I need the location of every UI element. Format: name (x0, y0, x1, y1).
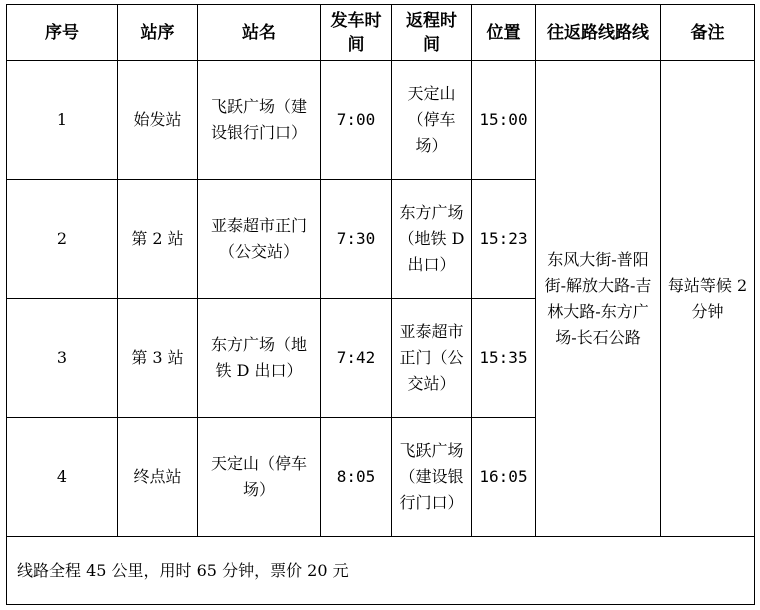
cell-position-time: 16:05 (472, 418, 536, 537)
cell-position-time: 15:23 (472, 180, 536, 299)
cell-return-station: 亚泰超市正门（公交站） (392, 299, 472, 418)
header-return-time: 返程时间 (392, 5, 472, 61)
header-depart-time: 发车时间 (321, 5, 392, 61)
header-station-name: 站名 (198, 5, 321, 61)
footer-row (7, 537, 755, 605)
cell-return-station: 飞跃广场（建设银行门口） (392, 418, 472, 537)
cell-index: 3 (7, 299, 118, 418)
cell-depart-time: 7:42 (321, 299, 392, 418)
cell-station-name: 飞跃广场（建设银行门口） (198, 61, 321, 180)
cell-note: 每站等候 2 分钟 (661, 61, 755, 537)
cell-station-name: 天定山（停车场） (198, 418, 321, 537)
header-index: 序号 (7, 5, 118, 61)
cell-order: 始发站 (118, 61, 198, 180)
cell-depart-time: 7:30 (321, 180, 392, 299)
cell-route: 东风大街-普阳街-解放大路-吉林大路-东方广场-长石公路 (536, 61, 661, 537)
cell-index: 1 (7, 61, 118, 180)
route-summary: 线路全程 45 公里，用时 65 分钟，票价 20 元 (7, 537, 755, 605)
cell-index: 2 (7, 180, 118, 299)
header-note: 备注 (661, 5, 755, 61)
cell-station-name: 东方广场（地铁 D 出口） (198, 299, 321, 418)
cell-order: 终点站 (118, 418, 198, 537)
cell-return-station: 东方广场（地铁 D 出口） (392, 180, 472, 299)
cell-position-time: 15:00 (472, 61, 536, 180)
cell-order: 第 3 站 (118, 299, 198, 418)
header-position: 位置 (472, 5, 536, 61)
header-row (7, 5, 755, 61)
header-route: 往返路线路线 (536, 5, 661, 61)
cell-return-station: 天定山（停车场） (392, 61, 472, 180)
bus-schedule-table (6, 4, 755, 605)
cell-order: 第 2 站 (118, 180, 198, 299)
cell-depart-time: 8:05 (321, 418, 392, 537)
header-order: 站序 (118, 5, 198, 61)
table-row (7, 61, 755, 180)
cell-index: 4 (7, 418, 118, 537)
cell-depart-time: 7:00 (321, 61, 392, 180)
cell-position-time: 15:35 (472, 299, 536, 418)
cell-station-name: 亚泰超市正门（公交站） (198, 180, 321, 299)
